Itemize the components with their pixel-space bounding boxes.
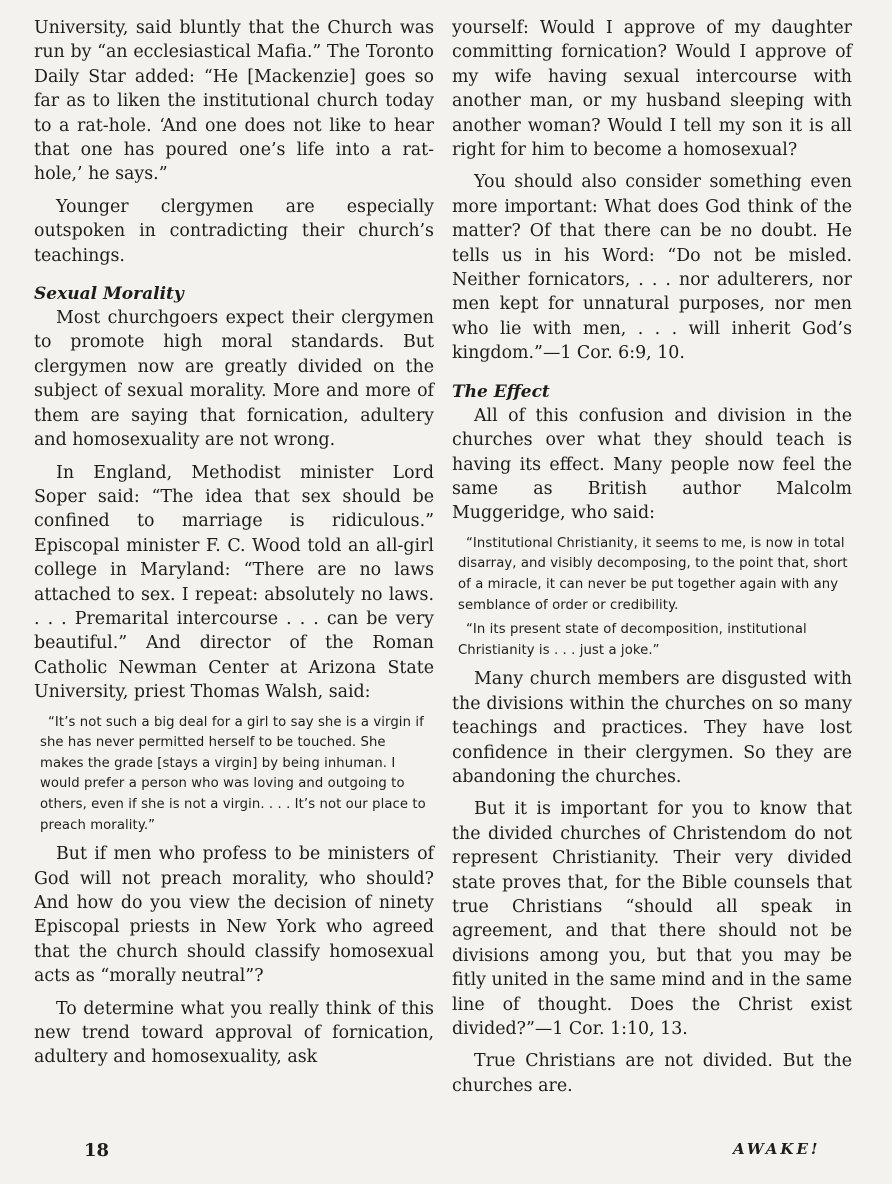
paragraph: All of this confusion and division in the churches over what they should teach is having its effect. Many people now feel the same as British author Malcolm Muggeridge, who said: xyxy=(452,405,852,524)
paragraph: To determine what you really think of this new trend toward approval of fornication, adultery and homosexuality, ask xyxy=(34,998,434,1068)
block-quote xyxy=(34,713,434,837)
paragraph: In England, Methodist minister Lord Soper said: “The idea that sex should be confined to marriage is ridiculous.” Episcopal minister F. C. Wood told an all-girl college in Maryland: “There are no laws attached to sex. I repeat: absolutely no laws. . . . Premarital intercourse . . . can be very beautiful.” And director of the Roman Catholic Newman Center at Arizona State University, priest Thomas Walsh, said: xyxy=(34,462,434,703)
paragraph: University, said bluntly that the Church was run by “an ecclesiastical Mafia.” The Toronto Daily Star added: “He [Mackenzie] goes so far as to liken the institutional church today to a rat-hole. ‘And one does not like to hear that one has poured one’s life into a rat-hole,’ he says.” xyxy=(34,18,434,185)
paragraph: Most churchgoers expect their clergymen to promote high moral standards. But clergymen now are greatly divided on the subject of sexual morality. More and more of them are saying that fornication, adultery and homosexuality are not wrong. xyxy=(34,308,434,451)
quote-text: “In its present state of decomposition, institutional Christianity is . . . just a joke.” xyxy=(458,622,807,658)
paragraph: Younger clergymen are especially outspoken in contradicting their church’s teachings. xyxy=(34,196,434,266)
paragraph: You should also consider something even more important: What does God think of the matter? Of that there can be no doubt. He tells us in his Word: “Do not be misled. Neither fornicators, . . . nor adulterers, nor men kept for unnatural purposes, nor men who lie with men, . . . will inherit God’s kingdom.”—1 Cor. 6:9, 10. xyxy=(452,172,852,364)
paragraph: But it is important for you to know that the divided churches of Christendom do not represent Christianity. Their very divided state proves that, for the Bible counsels that true Christians “should all speak in agreement, and that there should not be divisions among you, but that you may be fitly united in the same mind and in the same line of thought. Does the Christ exist divided?”—1 Cor. 1:10, 13. xyxy=(452,799,852,1039)
paragraph: But if men who profess to be ministers of God will not preach morality, who should? And how do you view the decision of ninety Episcopal priests in New York who agreed that the church should classify homosexual acts as “morally neutral”? xyxy=(34,844,434,987)
page-number: 18 xyxy=(84,1140,110,1161)
block-quote xyxy=(452,534,852,662)
left-column xyxy=(34,16,434,1078)
section-heading: The Effect xyxy=(452,381,550,402)
paragraph: yourself: Would I approve of my daughter committing fornication? Would I approve of my wife having sexual intercourse with another man, or my husband sleeping with another woman? Would I tell my son it is all right for him to become a homosexual? xyxy=(452,18,852,161)
quote-text: “It’s not such a big deal for a girl to say she is a virgin if she has never permitted herself to be touched. She makes the grade [stays a virgin] by being inhuman. I would prefer a person who was loving and outgoing to others, even if she is not a virgin. . . . It’s not our place to preach morality.” xyxy=(40,714,426,833)
section-heading: Sexual Morality xyxy=(34,284,184,305)
paragraph: Many church members are disgusted with the divisions within the churches on so many teachings and practices. They have lost confidence in their clergymen. So they are abandoning the churches. xyxy=(452,669,852,787)
paragraph: True Christians are not divided. But the churches are. xyxy=(452,1051,852,1096)
quote-text: “Institutional Christianity, it seems to me, is now in total disarray, and visibly decomposing, to the point that, short of a miracle, it can never be put together again with any semblance of order or credibility. xyxy=(458,535,848,613)
right-column xyxy=(452,16,852,1106)
magazine-title: AWAKE! xyxy=(733,1140,821,1158)
